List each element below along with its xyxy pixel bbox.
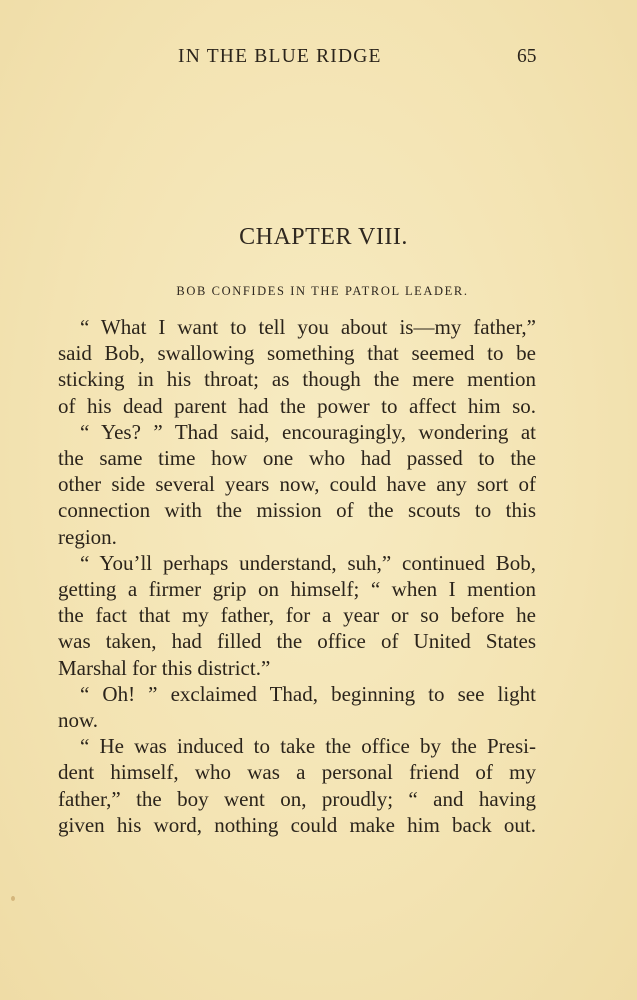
- text-line: said Bob, swallowing something that seemed to be: [58, 341, 536, 366]
- text-line: other side several years now, could have any sort of: [58, 472, 536, 497]
- page-number: 65: [517, 46, 537, 67]
- text-line: getting a firmer grip on himself; “ when I mention: [58, 577, 536, 602]
- chapter-title: CHAPTER VIII.: [239, 224, 408, 250]
- text-line: Marshal for this district.”: [58, 655, 271, 680]
- text-line: the fact that my father, for a year or so before he: [58, 603, 536, 628]
- paper-speck: [11, 896, 15, 901]
- text-line: “ Yes? ” Thad said, encouragingly, wondering at: [80, 419, 536, 444]
- running-head-title: IN THE BLUE RIDGE: [178, 46, 382, 67]
- text-line: father,” the boy went on, proudly; “ and having: [58, 786, 536, 811]
- paragraph: [58, 733, 536, 838]
- text-line: dent himself, who was a personal friend of my: [58, 760, 536, 785]
- text-line: sticking in his throat; as though the mere mention: [58, 367, 536, 392]
- text-line: given his word, nothing could make him back out.: [58, 812, 536, 837]
- text-line: region.: [58, 524, 117, 549]
- chapter-subtitle: BOB CONFIDES IN THE PATROL LEADER.: [176, 284, 469, 298]
- body-text: [58, 314, 536, 838]
- text-line: of his dead parent had the power to affect him so.: [58, 393, 536, 418]
- text-line: “ He was induced to take the office by the Presi-: [80, 734, 536, 759]
- text-line: the same time how one who had passed to the: [58, 446, 536, 471]
- text-line: “ What I want to tell you about is—my father,”: [80, 315, 536, 339]
- paragraph: [58, 314, 536, 419]
- text-line: connection with the mission of the scouts to this: [58, 498, 536, 523]
- text-line: “ Oh! ” exclaimed Thad, beginning to see light: [80, 681, 536, 706]
- paragraph: [58, 681, 536, 733]
- text-line: was taken, had filled the office of United States: [58, 629, 536, 654]
- text-line: “ You’ll perhaps understand, suh,” continued Bob,: [80, 550, 536, 575]
- paragraph: [58, 419, 536, 550]
- paragraph: [58, 550, 536, 681]
- text-line: now.: [58, 708, 99, 733]
